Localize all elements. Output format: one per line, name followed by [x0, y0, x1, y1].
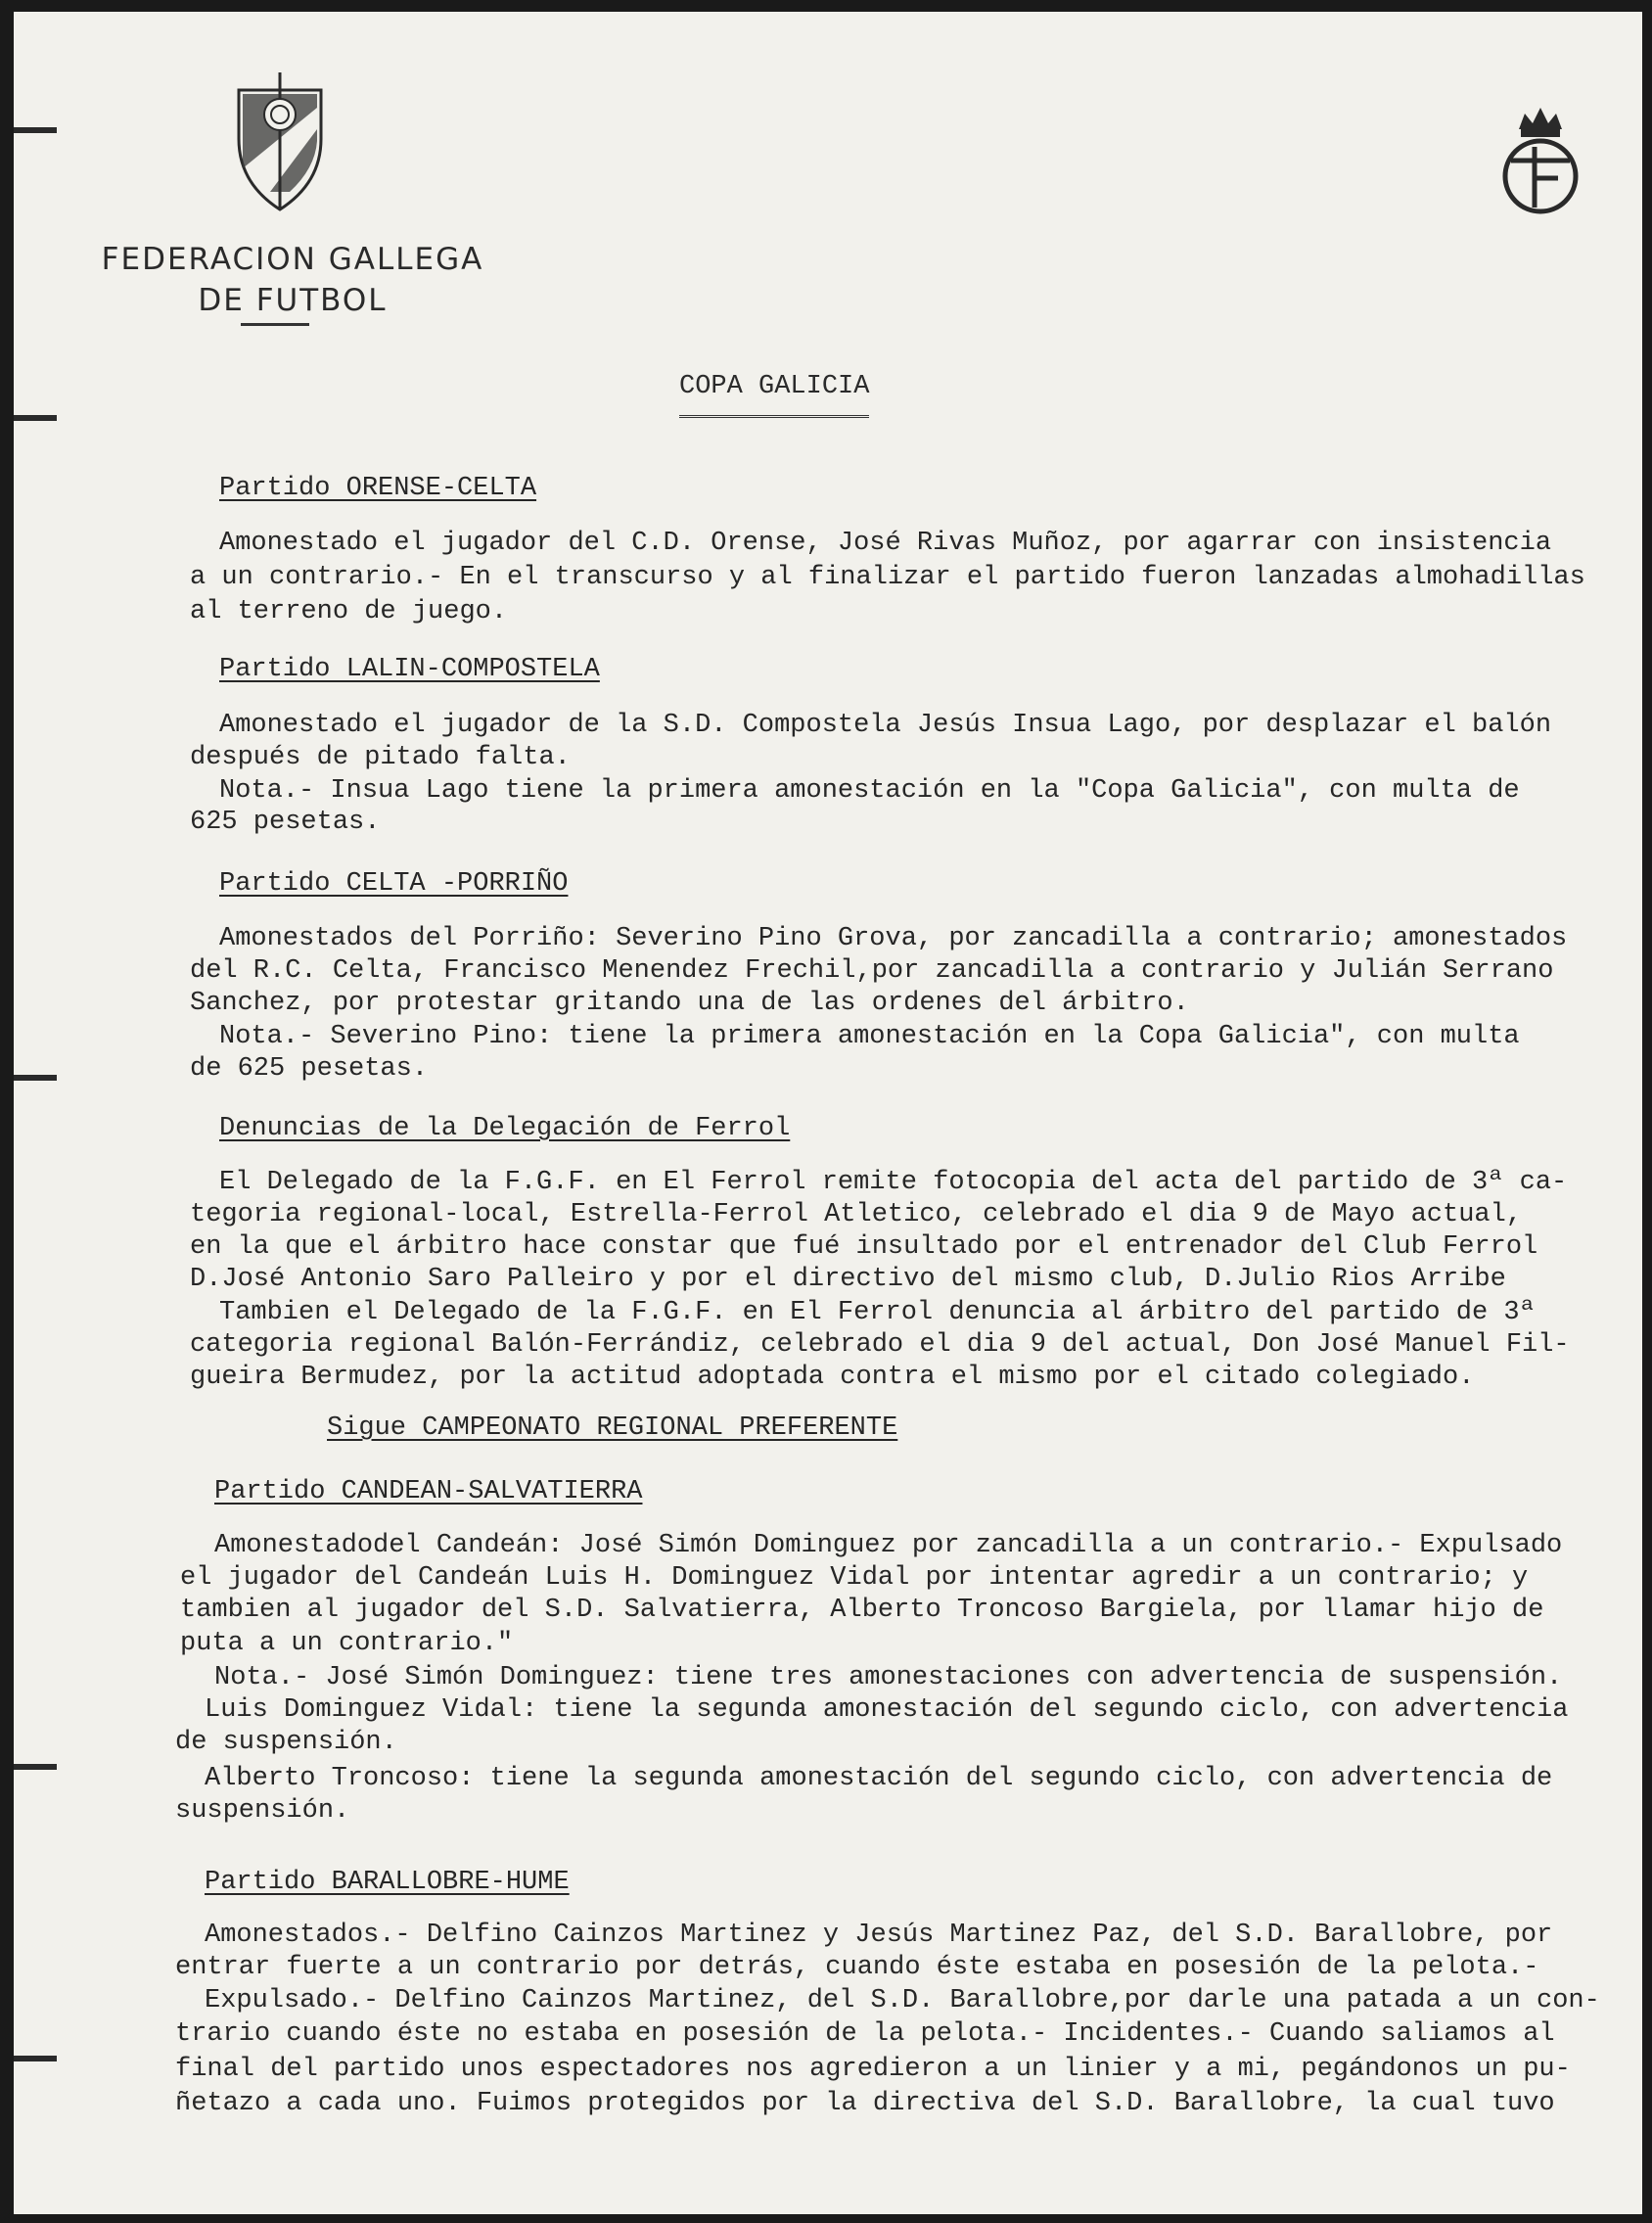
- federation-name-line2: DE FUTBOL: [198, 283, 388, 318]
- header-divider: [241, 323, 309, 326]
- binder-hole: [14, 127, 57, 133]
- text-line: tambien al jugador del S.D. Salvatierra, Alberto Troncoso Bargiela, por llamar hijo de: [180, 1596, 1544, 1625]
- federation-crest-icon: [231, 70, 329, 217]
- text-line: 625 pesetas.: [190, 808, 381, 837]
- note-line: Nota.- Severino Pino: tiene la primera amonestación en la Copa Galicia", con multa: [219, 1022, 1520, 1051]
- text-line: El Delegado de la F.G.F. en El Ferrol remite fotocopia del acta del partido de 3ª ca-: [219, 1168, 1568, 1197]
- text-line: categoria regional Balón-Ferrándiz, celebrado el dia 9 del actual, Don José Manuel Fil-: [190, 1330, 1570, 1360]
- text-line: Expulsado.- Delfino Cainzos Martinez, del S.D. Barallobre,por darle una patada a un con-: [205, 1986, 1600, 2015]
- federation-name-line1: FEDERACION GALLEGA: [101, 242, 484, 277]
- text-line: entrar fuerte a un contrario por detrás, cuando éste estaba en posesión de la pelota.-: [175, 1953, 1539, 1982]
- text-line: D.José Antonio Saro Palleiro y por el directivo del mismo club, D.Julio Rios Arribe: [190, 1265, 1506, 1294]
- text-line: Luis Dominguez Vidal: tiene la segunda amonestación del segundo ciclo, con advertencia: [205, 1695, 1569, 1725]
- text-line: después de pitado falta.: [190, 743, 571, 772]
- text-line: Amonestadodel Candeán: José Simón Dominguez por zancadilla a un contrario.- Expulsado: [214, 1531, 1563, 1560]
- text-line: de suspensión.: [175, 1728, 397, 1757]
- text-line: ñetazo a cada uno. Fuimos protegidos por la directiva del S.D. Barallobre, la cual tuvo: [175, 2089, 1555, 2118]
- text-line: en la que el árbitro hace constar que fué insultado por el entrenador del Club Ferrol: [190, 1232, 1538, 1262]
- text-line: de 625 pesetas.: [190, 1054, 429, 1084]
- note-line: Nota.- Insua Lago tiene la primera amonestación en la "Copa Galicia", con multa de: [219, 776, 1520, 806]
- section-heading: Sigue CAMPEONATO REGIONAL PREFERENTE: [327, 1413, 898, 1443]
- text-line: del R.C. Celta, Francisco Menendez Frechil,por zancadilla a contrario y Julián Serrano: [190, 956, 1554, 986]
- section-heading: Partido ORENSE-CELTA: [219, 474, 537, 503]
- note-line: Nota.- José Simón Dominguez: tiene tres amonestaciones con advertencia de suspensión.: [214, 1663, 1563, 1692]
- binder-hole: [14, 1764, 57, 1770]
- text-line: Amonestado el jugador de la S.D. Compostela Jesús Insua Lago, por desplazar el balón: [219, 711, 1552, 740]
- binder-hole: [14, 1075, 57, 1081]
- section-heading: Partido CELTA -PORRIÑO: [219, 869, 569, 899]
- document-page: [14, 12, 1642, 2214]
- section-heading: Denuncias de la Delegación de Ferrol: [219, 1114, 791, 1143]
- text-line: Amonestados del Porriño: Severino Pino Grova, por zancadilla a contrario; amonestados: [219, 924, 1568, 953]
- binder-hole: [14, 415, 57, 421]
- text-line: trario cuando éste no estaba en posesión de la pelota.- Incidentes.- Cuando saliamos al: [175, 2019, 1555, 2049]
- text-line: Tambien el Delegado de la F.G.F. en El Ferrol denuncia al árbitro del partido de 3ª: [219, 1298, 1536, 1327]
- text-line: Sanchez, por protestar gritando una de las ordenes del árbitro.: [190, 989, 1189, 1018]
- text-line: Amonestado el jugador del C.D. Orense, José Rivas Muñoz, por agarrar con insistencia: [219, 529, 1552, 558]
- royal-crest-icon: [1491, 100, 1589, 227]
- text-line: Alberto Troncoso: tiene la segunda amonestación del segundo ciclo, con advertencia de: [205, 1764, 1553, 1793]
- binder-hole: [14, 2056, 57, 2061]
- text-line: tegoria regional-local, Estrella-Ferrol Atletico, celebrado el dia 9 de Mayo actual,: [190, 1200, 1523, 1229]
- text-line: a un contrario.- En el transcurso y al finalizar el partido fueron lanzadas almohadillas: [190, 563, 1585, 592]
- section-heading: Partido CANDEAN-SALVATIERRA: [214, 1477, 643, 1506]
- text-line: el jugador del Candeán Luis H. Dominguez Vidal por intentar agredir a un contrario; y: [180, 1563, 1529, 1593]
- text-line: Amonestados.- Delfino Cainzos Martinez y Jesús Martinez Paz, del S.D. Barallobre, por: [205, 1921, 1553, 1950]
- section-heading: Partido LALIN-COMPOSTELA: [219, 655, 600, 684]
- section-heading: Partido BARALLOBRE-HUME: [205, 1868, 570, 1897]
- text-line: final del partido unos espectadores nos agredieron a un linier y a mi, pegándonos un pu-: [175, 2055, 1571, 2084]
- federation-name: [72, 239, 513, 321]
- text-line: gueira Bermudez, por la actitud adoptada contra el mismo por el citado colegiado.: [190, 1363, 1475, 1392]
- text-line: puta a un contrario.": [180, 1629, 514, 1658]
- document-title: COPA GALICIA: [679, 372, 869, 418]
- text-line: al terreno de juego.: [190, 597, 508, 626]
- text-line: suspensión.: [175, 1796, 350, 1826]
